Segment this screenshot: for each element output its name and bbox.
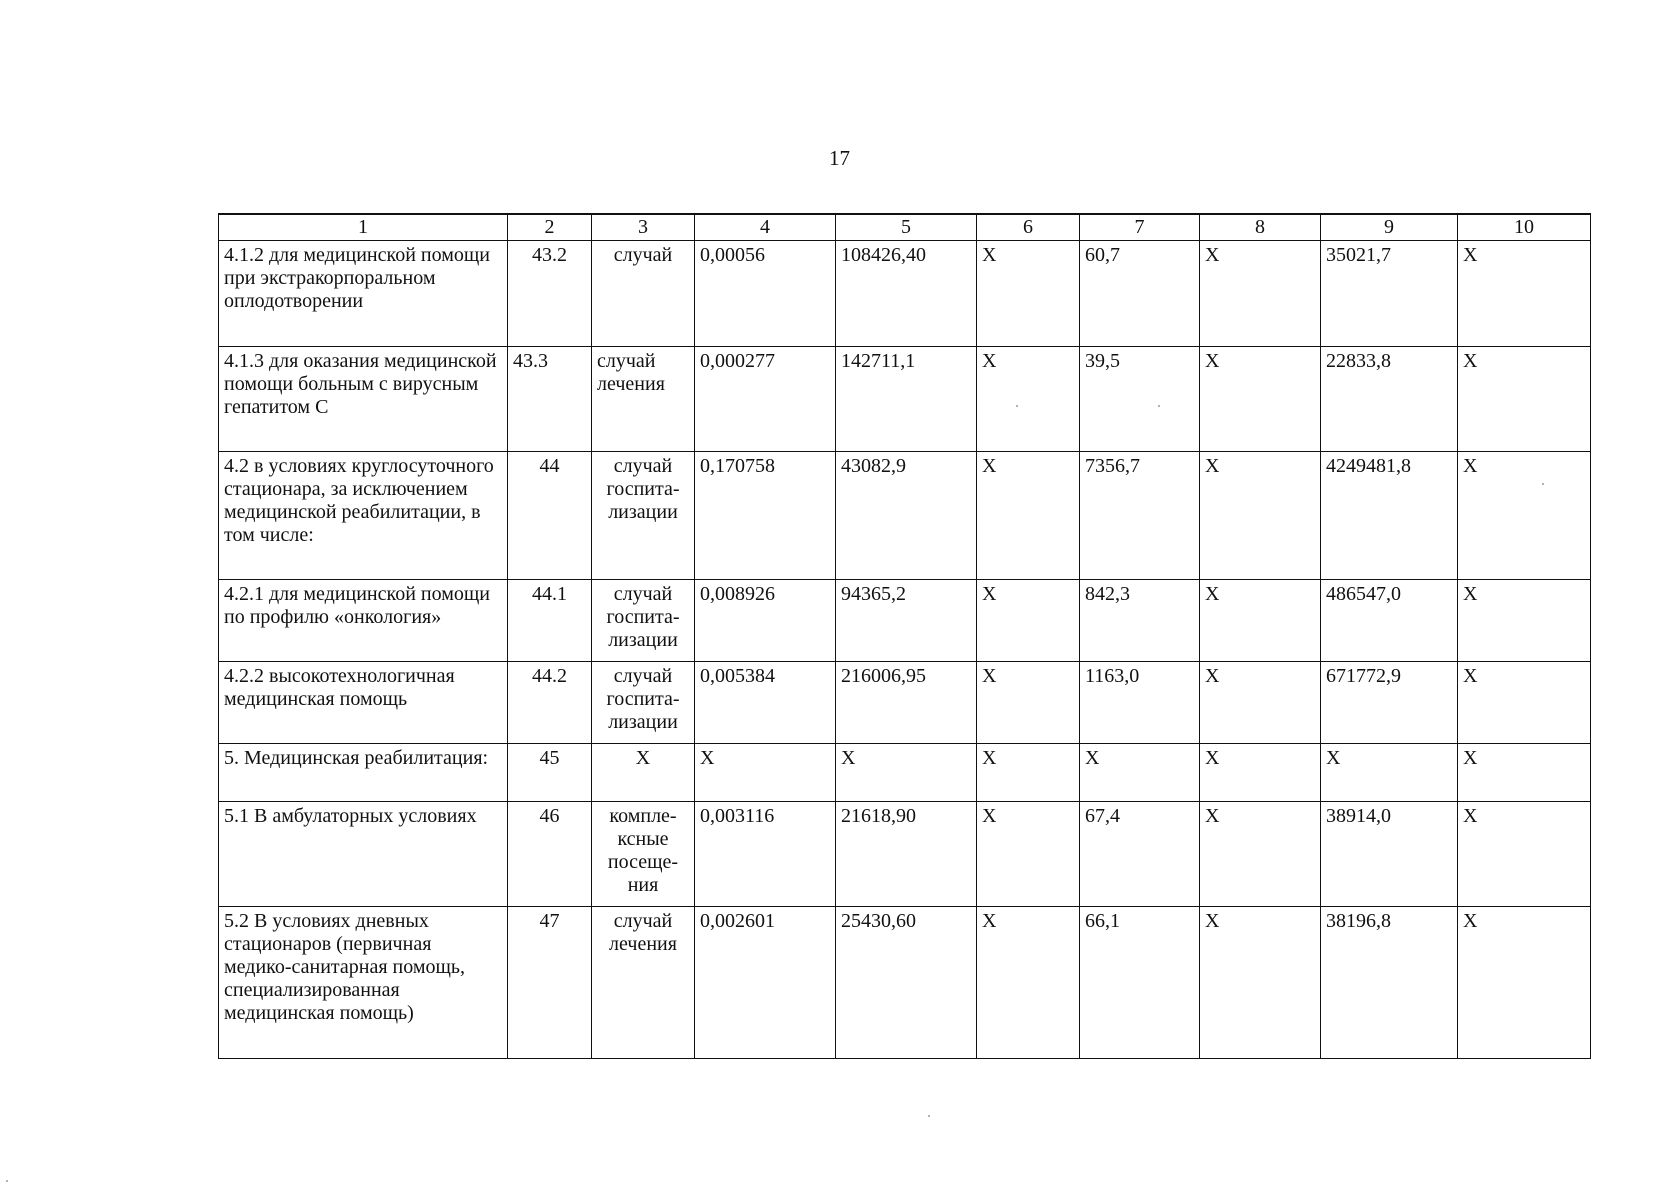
value-cell: X [1200,906,1321,1058]
value-cell: 7356,7 [1080,451,1200,579]
header-cell: 8 [1200,214,1321,240]
value-cell: X [1458,451,1591,579]
value-cell: 216006,95 [836,661,977,743]
data-table [218,213,1591,1059]
value-cell: X [1200,743,1321,801]
row-code-cell: 43.3 [508,346,592,451]
header-cell: 9 [1321,214,1458,240]
header-cell: 10 [1458,214,1591,240]
value-cell: X [977,240,1080,346]
value-cell: 486547,0 [1321,579,1458,661]
value-cell: 94365,2 [836,579,977,661]
scan-speck [6,1180,8,1182]
value-cell: 1163,0 [1080,661,1200,743]
header-cell: 6 [977,214,1080,240]
value-cell: 0,008926 [695,579,836,661]
value-cell: X [1200,451,1321,579]
value-cell: 4249481,8 [1321,451,1458,579]
value-cell: X [1458,743,1591,801]
value-cell: X [977,661,1080,743]
value-cell: 67,4 [1080,801,1200,906]
value-cell: X [1200,346,1321,451]
header-cell: 7 [1080,214,1200,240]
row-name-cell: 4.1.2 для медицинской помощи при экстракорпоральном оплодотворении [219,240,508,346]
value-cell: 38914,0 [1321,801,1458,906]
value-cell: 0,170758 [695,451,836,579]
value-cell: 38196,8 [1321,906,1458,1058]
value-cell: 22833,8 [1321,346,1458,451]
value-cell: X [977,579,1080,661]
row-unit-cell: случай госпита-лизации [592,661,695,743]
table-row [219,661,1591,743]
row-unit-cell: случай госпита-лизации [592,451,695,579]
value-cell: X [977,743,1080,801]
value-cell: X [977,906,1080,1058]
table-row [219,801,1591,906]
header-cell: 3 [592,214,695,240]
row-name-cell: 4.2 в условиях круглосуточного стационара, за исключением медицинской реабилитации, в том числе: [219,451,508,579]
row-name-cell: 5.2 В условиях дневных стационаров (первичная медико-санитарная помощь, специализированная медицинская помощь) [219,906,508,1058]
value-cell: X [1458,906,1591,1058]
value-cell: X [1458,346,1591,451]
row-code-cell: 43.2 [508,240,592,346]
scan-speck [1016,405,1018,407]
value-cell: 60,7 [1080,240,1200,346]
row-unit-cell: X [592,743,695,801]
row-name-cell: 4.1.3 для оказания медицинской помощи больным с вирусным гепатитом С [219,346,508,451]
value-cell: X [977,451,1080,579]
value-cell: X [1321,743,1458,801]
value-cell: 0,00056 [695,240,836,346]
row-unit-cell: случай лечения [592,346,695,451]
value-cell: X [1200,240,1321,346]
header-cell: 5 [836,214,977,240]
row-name-cell: 5. Медицинская реабилитация: [219,743,508,801]
value-cell: X [1458,240,1591,346]
table-row [219,451,1591,579]
row-name-cell: 4.2.1 для медицинской помощи по профилю «онкология» [219,579,508,661]
value-cell: 0,000277 [695,346,836,451]
value-cell: 0,002601 [695,906,836,1058]
value-cell: X [977,801,1080,906]
value-cell: X [977,346,1080,451]
value-cell: 21618,90 [836,801,977,906]
row-code-cell: 44 [508,451,592,579]
table-row [219,346,1591,451]
row-code-cell: 46 [508,801,592,906]
page-number: 17 [829,146,850,170]
value-cell: X [1458,801,1591,906]
value-cell: 25430,60 [836,906,977,1058]
value-cell: 842,3 [1080,579,1200,661]
value-cell: 35021,7 [1321,240,1458,346]
row-code-cell: 44.1 [508,579,592,661]
value-cell: 142711,1 [836,346,977,451]
row-code-cell: 47 [508,906,592,1058]
row-unit-cell: случай [592,240,695,346]
scan-speck [1542,483,1544,485]
table-row [219,906,1591,1058]
value-cell: X [1458,661,1591,743]
row-unit-cell: случай госпита-лизации [592,579,695,661]
row-code-cell: 45 [508,743,592,801]
value-cell: X [1200,801,1321,906]
table-row [219,240,1591,346]
header-cell: 2 [508,214,592,240]
row-name-cell: 4.2.2 высокотехнологичная медицинская помощь [219,661,508,743]
row-code-cell: 44.2 [508,661,592,743]
table-row [219,579,1591,661]
header-cell: 1 [219,214,508,240]
scan-speck [928,1115,930,1117]
value-cell: 108426,40 [836,240,977,346]
row-name-cell: 5.1 В амбулаторных условиях [219,801,508,906]
row-unit-cell: случай лечения [592,906,695,1058]
table-row [219,743,1591,801]
value-cell: 39,5 [1080,346,1200,451]
scan-speck [1158,405,1160,407]
header-cell: 4 [695,214,836,240]
value-cell: 66,1 [1080,906,1200,1058]
value-cell: X [836,743,977,801]
value-cell: X [1200,579,1321,661]
value-cell: 0,003116 [695,801,836,906]
value-cell: X [1080,743,1200,801]
value-cell: 0,005384 [695,661,836,743]
value-cell: 43082,9 [836,451,977,579]
value-cell: X [1200,661,1321,743]
column-number-row [219,214,1591,240]
value-cell: 671772,9 [1321,661,1458,743]
value-cell: X [1458,579,1591,661]
row-unit-cell: компле-ксные посеще-ния [592,801,695,906]
value-cell: X [695,743,836,801]
